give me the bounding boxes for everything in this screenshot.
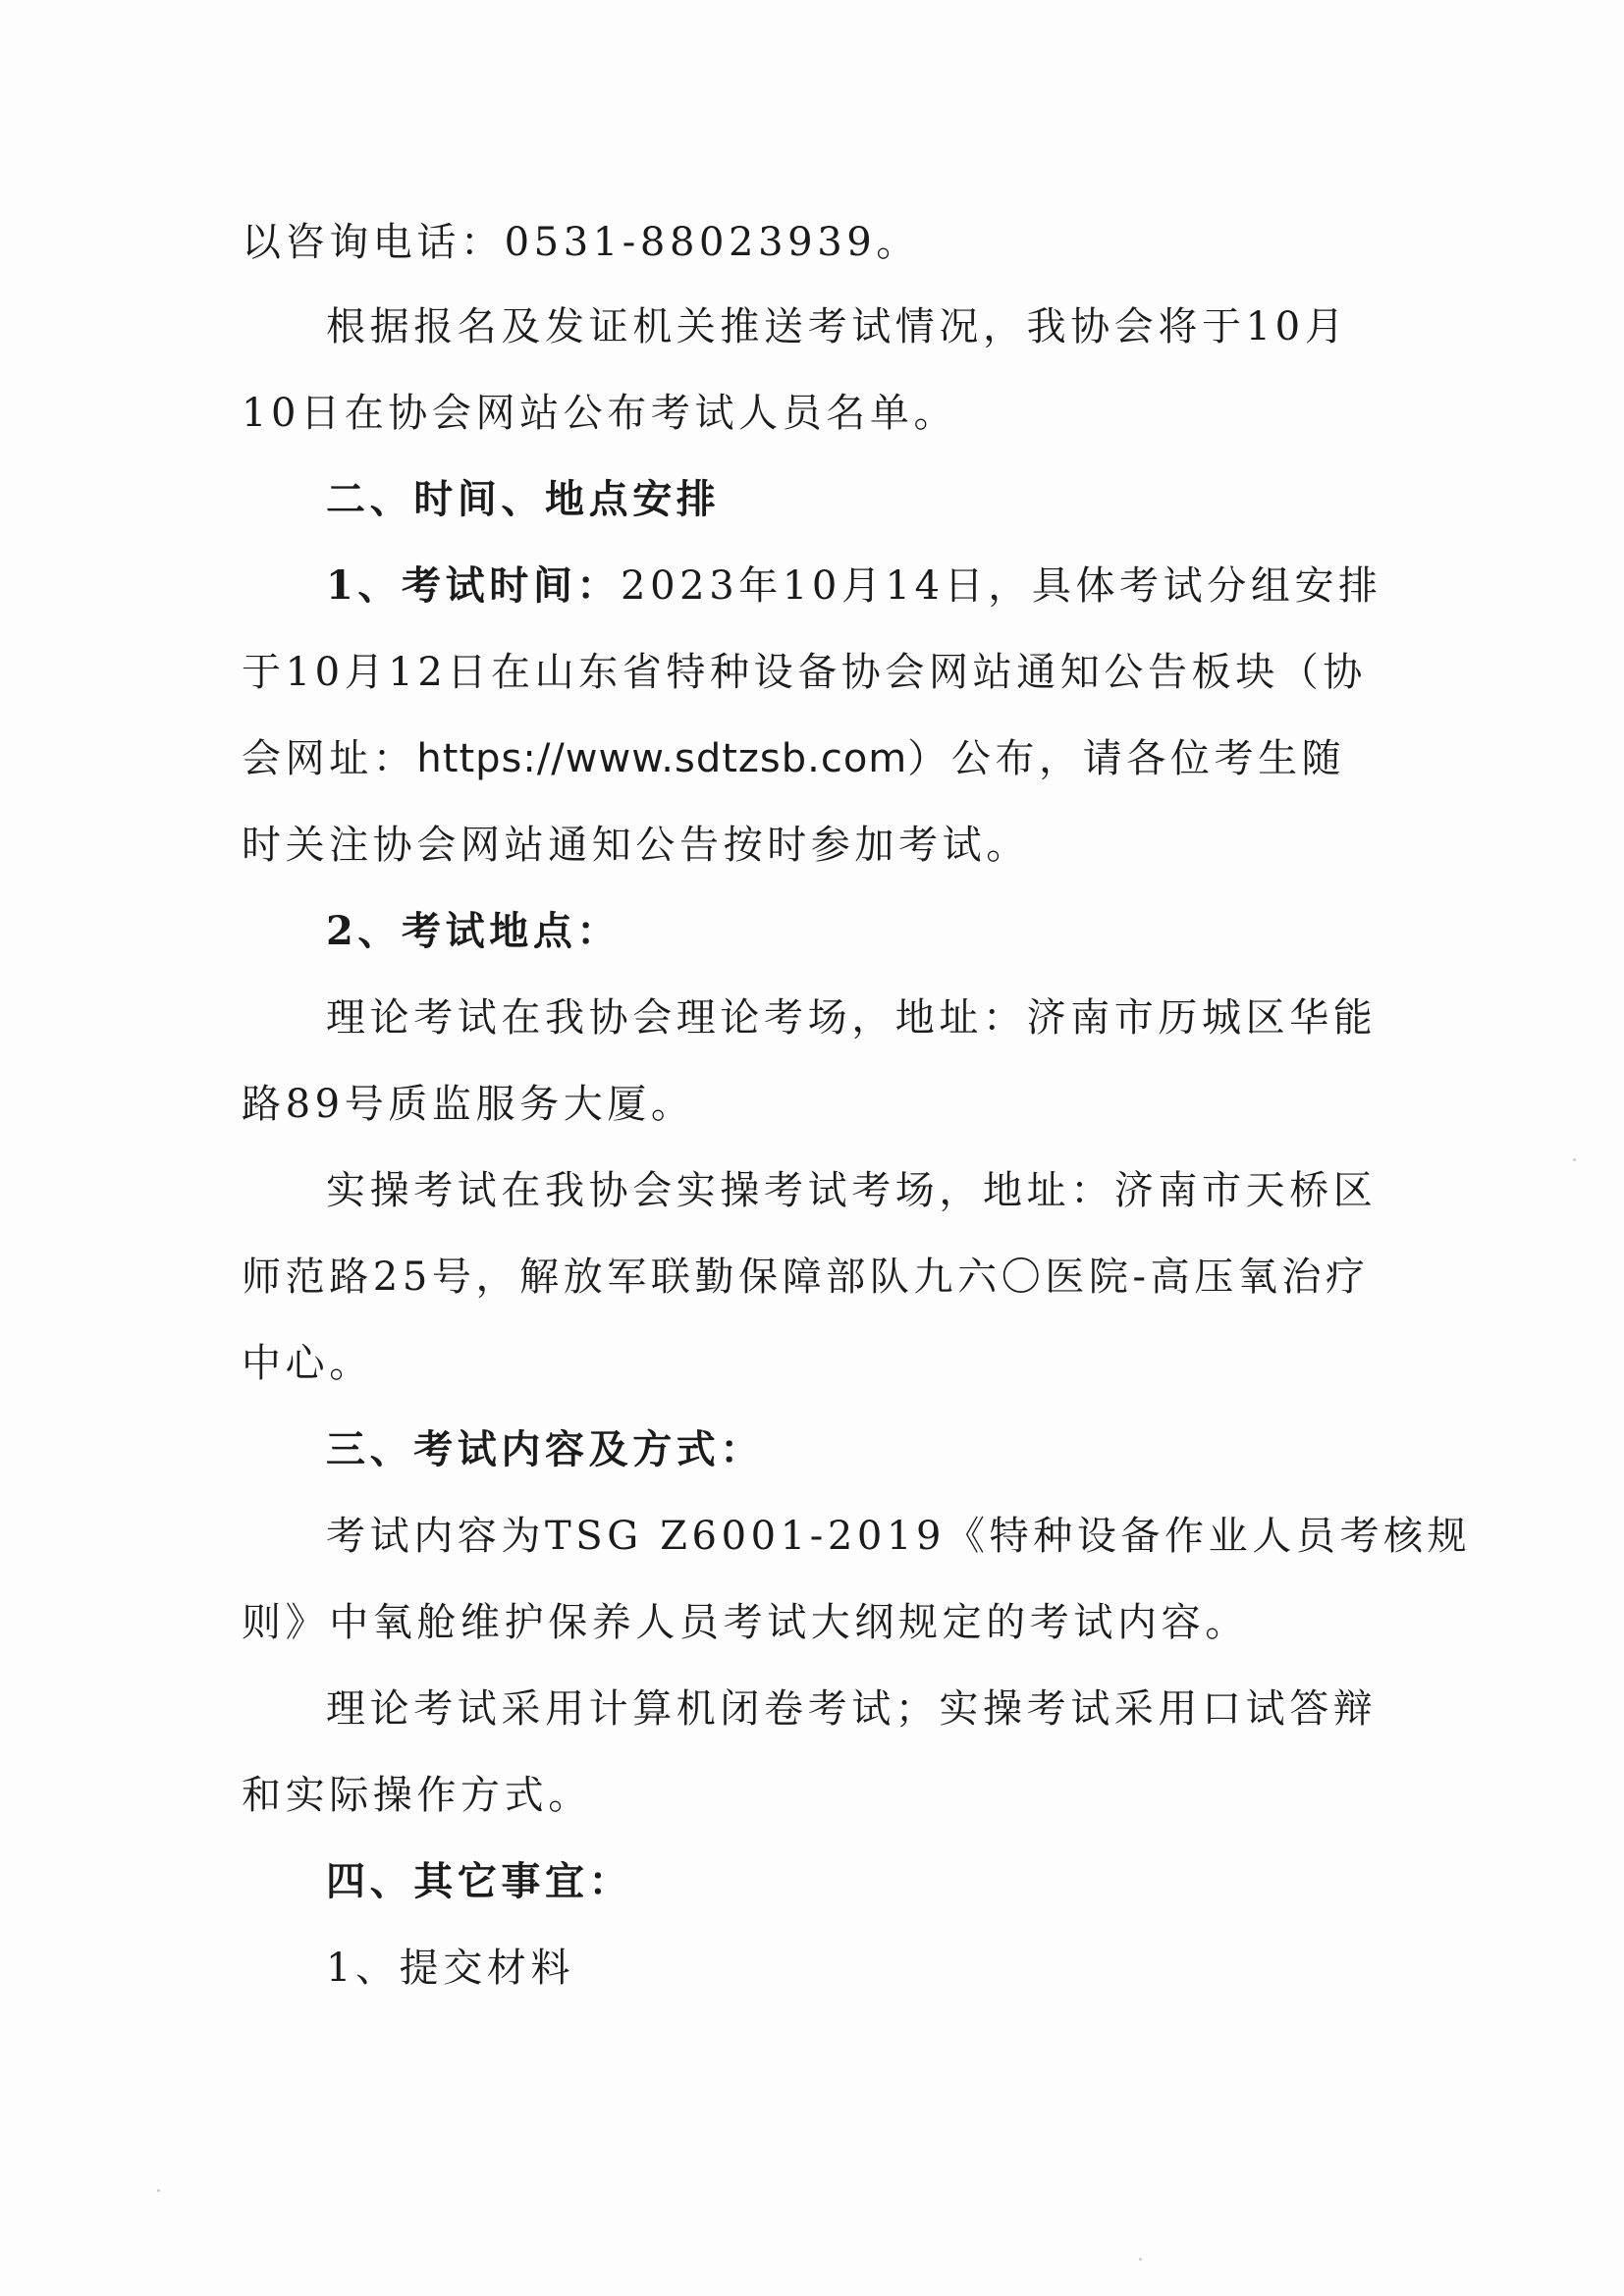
text-exam-method-1: 理论考试采用计算机闭卷考试；实操考试采用口试答辩 xyxy=(326,1686,1378,1732)
scan-speck xyxy=(157,2189,160,2192)
text-consult-phone: 以咨询电话：0531-88023939。 xyxy=(242,220,920,265)
text-practical-location-3: 中心。 xyxy=(242,1341,373,1386)
scan-speck xyxy=(1573,1158,1576,1161)
paragraph-exam-time-cont xyxy=(242,644,1390,701)
text-theory-location-1: 理论考试在我协会理论考场，地址：济南市历城区华能 xyxy=(326,995,1378,1041)
text-theory-location-2: 路89号质监服务大厦。 xyxy=(242,1082,695,1127)
heading-exam-location: 2、考试地点： xyxy=(326,908,622,954)
subheading-submit-materials xyxy=(326,1940,1396,1997)
paragraph-exam-time-end xyxy=(242,817,1390,874)
text-practical-location-2: 师范路25号，解放军联勤保障部队九六〇医院-高压氧治疗 xyxy=(242,1255,1370,1300)
scan-speck xyxy=(1139,2258,1142,2261)
paragraph-consult-phone-tail xyxy=(242,214,1390,271)
text-exam-time-1: 2023年10月14日，具体考试分组安排 xyxy=(621,563,1382,609)
text-exam-content-1: 考试内容为TSG Z6001-2019《特种设备作业人员考核规 xyxy=(326,1514,1472,1559)
heading-time-place: 二、时间、地点安排 xyxy=(326,476,721,522)
text-exam-time-2: 于10月12日在山东省特种设备协会网站通知公告板块（协 xyxy=(242,650,1367,695)
paragraph-exam-time-url xyxy=(242,730,1390,787)
paragraph-exam-content-cont xyxy=(242,1594,1390,1651)
paragraph-candidate-list-cont xyxy=(242,385,1390,442)
paragraph-exam-content xyxy=(326,1508,1472,1565)
paragraph-exam-method xyxy=(326,1681,1396,1737)
text-exam-content-2: 则》中氧舱维护保养人员考试大纲规定的考试内容。 xyxy=(242,1600,1249,1645)
paragraph-candidate-list xyxy=(326,298,1396,355)
section-heading-other-matters xyxy=(326,1853,1396,1910)
subheading-exam-location xyxy=(326,903,1396,960)
paragraph-exam-time xyxy=(326,558,1396,614)
text-exam-time-3: ）公布，请各位考生随 xyxy=(907,736,1346,781)
paragraph-practical-location-cont xyxy=(242,1249,1390,1306)
text-exam-method-2: 和实际操作方式。 xyxy=(242,1773,592,1818)
text-website-label: 会网址： xyxy=(242,736,417,781)
text-submit-materials: 1、提交材料 xyxy=(326,1946,575,1991)
text-practical-location-1: 实操考试在我协会实操考试考场，地址：济南市天桥区 xyxy=(326,1168,1378,1213)
paragraph-practical-location xyxy=(326,1162,1396,1219)
heading-other-matters: 四、其它事宜： xyxy=(326,1858,633,1904)
paragraph-theory-location xyxy=(326,989,1396,1046)
text-candidate-list-2: 10日在协会网站公布考试人员名单。 xyxy=(242,391,958,436)
website-url: https://www.sdtzsb.com xyxy=(416,736,908,781)
paragraph-practical-location-end xyxy=(242,1335,1390,1392)
paragraph-exam-method-cont xyxy=(242,1767,1390,1824)
section-heading-exam-content xyxy=(326,1421,1396,1478)
text-candidate-list-1: 根据报名及发证机关推送考试情况，我协会将于10月 xyxy=(326,304,1349,349)
heading-exam-content: 三、考试内容及方式： xyxy=(326,1426,764,1472)
paragraph-theory-location-cont xyxy=(242,1076,1390,1133)
label-exam-time: 1、考试时间： xyxy=(326,562,622,609)
section-heading-time-place xyxy=(326,471,1396,528)
text-exam-time-4: 时关注协会网站通知公告按时参加考试。 xyxy=(242,823,1030,868)
